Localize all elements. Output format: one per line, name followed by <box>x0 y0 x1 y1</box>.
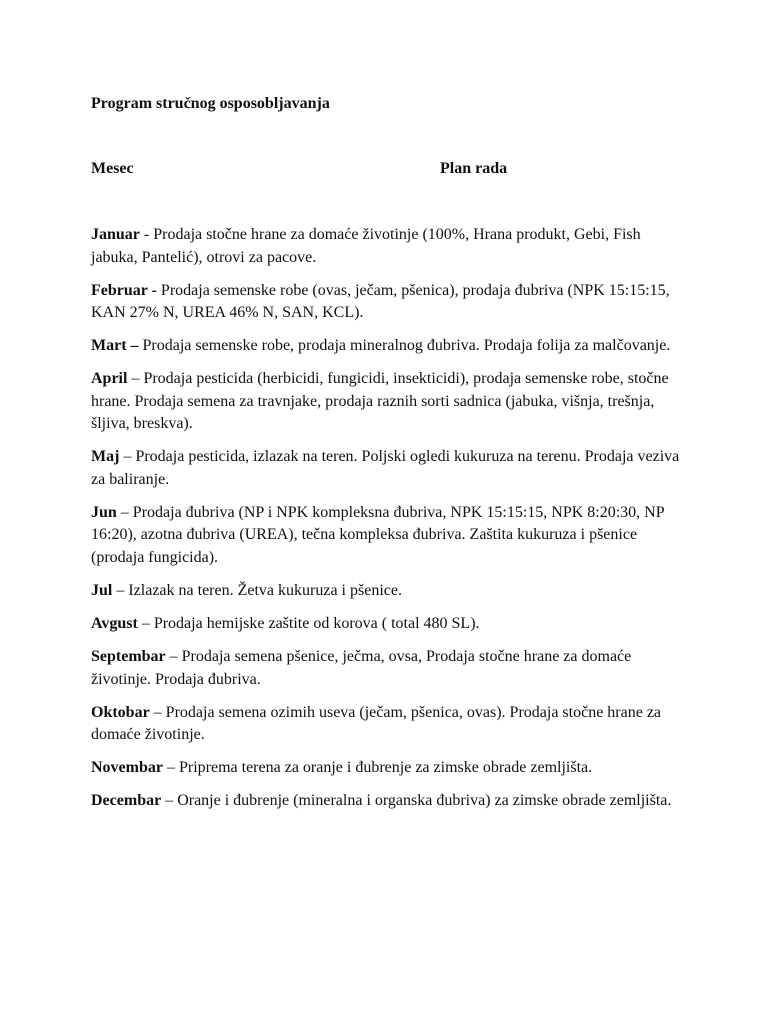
entry-text: Izlazak na teren. Žetva kukuruza i pšenice. <box>128 582 402 600</box>
month-label: Maj <box>91 448 120 466</box>
month-label: Jun <box>91 503 117 521</box>
plan-entry-october <box>91 702 683 747</box>
plan-entry-july <box>91 580 683 603</box>
entry-separator: – <box>137 615 154 633</box>
entry-text: Prodaja semena pšenice, ječma, ovsa, Prodaja stočne hrane za domaće životinje. Prodaja đubriva. <box>91 648 632 688</box>
monthly-plan-list <box>91 224 683 823</box>
plan-entry-december <box>91 790 683 813</box>
entry-separator: – <box>127 370 144 388</box>
entry-text: Prodaja semenske robe (ovas, ječam, pšenica), prodaja đubriva (NPK 15:15:15, KAN 27% N, UREA 46% N, SAN, KCL). <box>91 281 670 322</box>
entry-text: Prodaja hemijske zaštite od korova ( total 480 SL). <box>153 615 480 633</box>
entry-text: Prodaja semenske robe, prodaja mineralnog đubriva. Prodaja folija za malčovanje. <box>142 337 671 355</box>
month-label: April <box>91 370 128 388</box>
entry-text: Prodaja pesticida, izlazak na teren. Poljski ogledi kukuruza na terenu. Prodaja veziva za baliranje. <box>91 448 680 488</box>
month-label: Januar <box>91 226 140 243</box>
plan-entry-january <box>91 224 683 269</box>
plan-entry-february <box>91 280 683 325</box>
month-label: Novembar <box>91 759 163 777</box>
plan-entry-september <box>91 646 683 691</box>
entry-separator: – <box>161 792 178 810</box>
entry-separator: – <box>149 703 166 721</box>
column-header-plan: Plan rada <box>440 160 508 177</box>
entry-separator: – <box>112 582 129 600</box>
plan-entry-august <box>91 613 683 636</box>
document-title: Program stručnog osposobljavanja <box>91 95 330 112</box>
plan-entry-march <box>91 335 683 358</box>
entry-separator: – <box>165 648 182 666</box>
month-label: Mart – <box>91 337 139 355</box>
month-label: Septembar <box>91 648 166 666</box>
plan-entry-april <box>91 368 683 436</box>
entry-text: Priprema terena za oranje i đubrenje za zimske obrade zemljišta. <box>178 759 593 777</box>
month-label: Decembar <box>91 792 162 810</box>
entry-text: Prodaja đubriva (NP i NPK kompleksna đubriva, NPK 15:15:15, NPK 8:20:30, NP 16:20), azotna đubriva (UREA), tečna kompleksa đubriva. Zaštita kukuruza i pšenice (prodaja fungicida). <box>91 503 665 567</box>
entry-separator: – <box>116 503 133 521</box>
entry-text: Prodaja pesticida (herbicidi, fungicidi, insekticidi), prodaja semenske robe, stočne hrane. Prodaja semena za travnjake, prodaja raznih sorti sadnica (jabuka, višnja, trešnja, šljiva, breskva). <box>91 370 669 433</box>
plan-entry-may <box>91 446 683 491</box>
entry-separator: – <box>119 448 136 466</box>
month-label: Jul <box>91 582 113 600</box>
entry-separator: – <box>162 759 179 777</box>
entry-text: Oranje i đubrenje (mineralna i organska đubriva) za zimske obrade zemljišta. <box>177 792 672 810</box>
entry-separator: - <box>139 226 154 243</box>
month-label: Oktobar <box>91 703 150 721</box>
plan-entry-june <box>91 502 683 570</box>
column-header-month: Mesec <box>91 160 134 177</box>
month-label: Avgust <box>91 615 138 633</box>
month-label: Februar - <box>91 281 157 299</box>
plan-entry-november <box>91 757 683 780</box>
entry-text: Prodaja stočne hrane za domaće životinje (100%, Hrana produkt, Gebi, Fish jabuka, Pantelić), otrovi za pacove. <box>91 226 641 266</box>
entry-text: Prodaja semena ozimih useva (ječam, pšenica, ovas). Prodaja stočne hrane za domaće životinje. <box>91 703 662 744</box>
